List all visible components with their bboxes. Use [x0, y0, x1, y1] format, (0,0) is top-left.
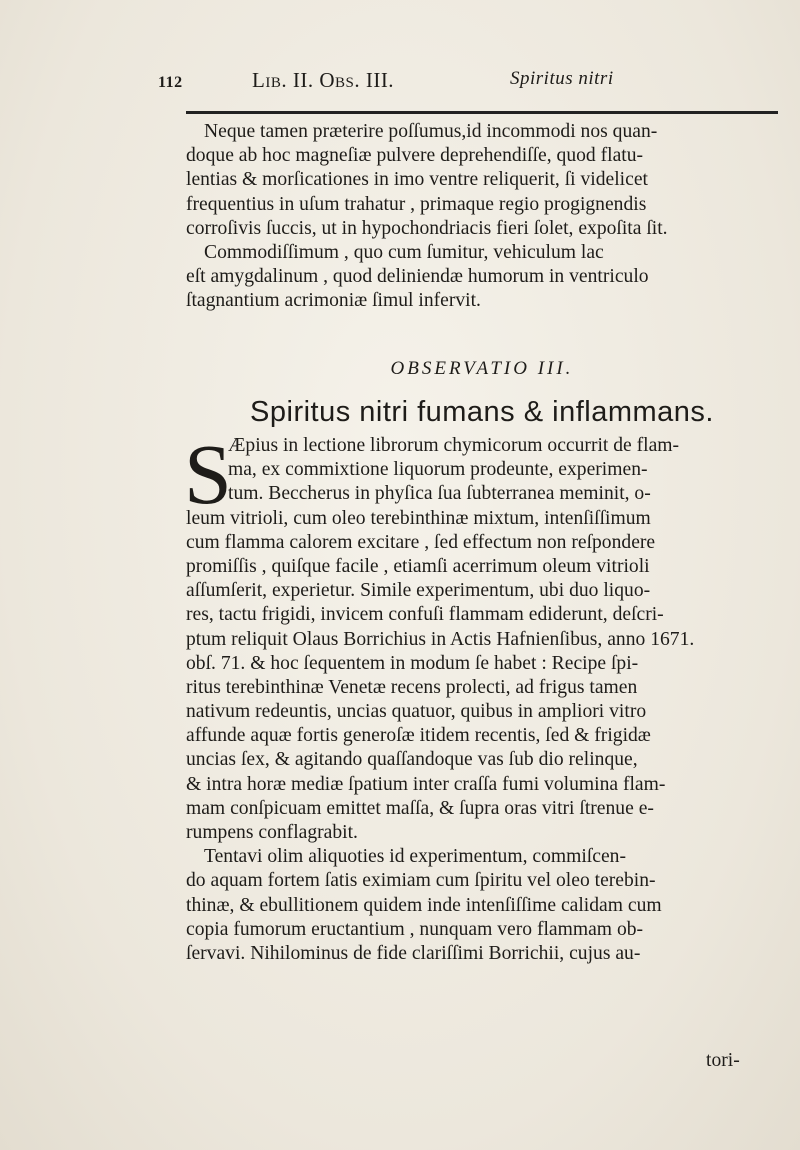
text-line: Æpius in lectione librorum chymicorum occurrit de flam-: [228, 435, 680, 456]
text-line: do aquam fortem ſatis eximiam cum ſpiritu vel oleo terebin-: [186, 870, 656, 892]
text-line: res, tactu frigidi, invicem confuſi flammam ediderunt, deſcri-: [186, 604, 664, 626]
observation-heading: OBSERVATIO III.: [390, 358, 574, 379]
text-line: affunde aquæ fortis generoſæ itidem recentis, ſed & frigidæ: [186, 725, 651, 747]
text-line: doque ab hoc magneſiæ pulvere deprehendiſſe, quod flatu-: [186, 145, 644, 167]
text-line: leum vitrioli, cum oleo terebinthinæ mixtum, intenſiſſimum: [186, 507, 651, 529]
text-line: Tentavi olim aliquoties id experimentum, commiſcen-: [204, 846, 626, 868]
text-line: rumpens conflagrabit.: [186, 822, 358, 843]
text-line: ritus terebinthinæ Venetæ recens prolecti, ad frigus tamen: [186, 676, 638, 698]
text-line: & intra horæ mediæ ſpatium inter craſſa fumi volumina flam-: [186, 773, 666, 795]
running-head: [158, 66, 778, 96]
text-line: thinæ, & ebullitionem quidem inde intenſiſſime calidam cum: [186, 894, 662, 916]
text-line: corroſivis ſuccis, ut in hypochondriacis fieri ſolet, expoſita ſit.: [186, 217, 668, 239]
text-line: ſtagnantium acrimoniæ ſimul infervit.: [186, 290, 481, 312]
text-line: aſſumſerit, experietur. Simile experimentum, ubi duo liquo-: [186, 580, 651, 602]
text-line: ma, ex commixtione liquorum prodeunte, experimen-: [228, 459, 648, 481]
header-rule: [186, 111, 778, 114]
text-line: lentias & morſicationes in imo ventre reliquerit, ſi videlicet: [186, 169, 648, 191]
text-line: obſ. 71. & hoc ſequentem in modum ſe habet : Recipe ſpi-: [186, 652, 639, 674]
drop-cap: S: [184, 426, 232, 522]
paragraph-1: [186, 120, 786, 314]
text-line: uncias ſex, & agitando quaſſandoque vas ſub dio relinque,: [186, 749, 638, 771]
text-line: Neque tamen præterire poſſumus,id incommodi nos quan-: [204, 121, 658, 142]
paragraph-2: [186, 434, 786, 966]
text-line: tum. Beccherus in phyſica ſua ſubterranea meminit, o-: [228, 483, 651, 505]
text-line: ptum reliquit Olaus Borrichius in Actis Hafnienſibus, anno 1671.: [186, 628, 695, 650]
text-line: nativum redeuntis, uncias quatuor, quibus in ampliori vitro: [186, 701, 647, 723]
text-line: Commodiſſimum , quo cum ſumitur, vehiculum lac: [204, 241, 604, 263]
text-line: mam conſpicuam emittet maſſa, & ſupra oras vitri ſtrenue e-: [186, 797, 654, 819]
text-line: eſt amygdalinum , quod deliniendæ humorum in ventriculo: [186, 266, 649, 288]
book-section-label: Lib. II. Obs. III.: [252, 68, 395, 92]
text-line: cum flamma calorem excitare , ſed effectum non reſpondere: [186, 531, 656, 553]
text-line: ſervavi. Nihilominus de fide clariſſimi Borrichii, cujus au-: [186, 942, 641, 964]
text-line: copia fumorum eructantium , nunquam vero flammam ob-: [186, 918, 644, 940]
running-subject: Spiritus nitri: [510, 68, 614, 89]
page-number: 112: [158, 74, 183, 91]
catchword: tori-: [706, 1050, 740, 1071]
text-line: frequentius in uſum trahatur , primaque regio progignendis: [186, 193, 647, 215]
text-line: promiſſis , quiſque facile , etiamſi acerrimum oleum vitrioli: [186, 555, 650, 577]
chapter-title: Spiritus nitri fumans & inflammans.: [250, 396, 714, 428]
